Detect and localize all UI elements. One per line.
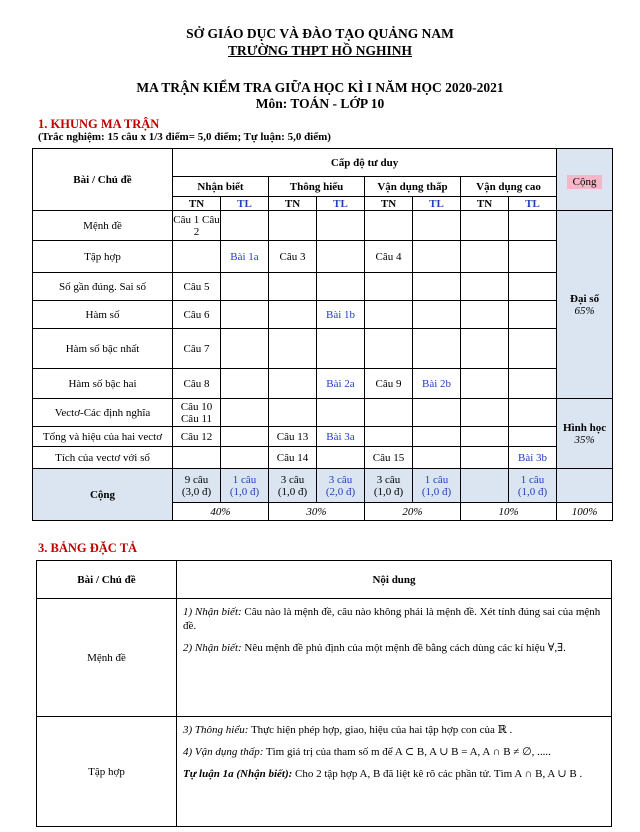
matrix-cell bbox=[509, 273, 557, 301]
matrix-cell bbox=[461, 447, 509, 469]
matrix-cell bbox=[317, 399, 365, 427]
matrix-row bbox=[33, 369, 613, 399]
sum-cell bbox=[509, 469, 557, 503]
sum-row bbox=[33, 469, 613, 503]
matrix-cell bbox=[221, 301, 269, 329]
sum-cell bbox=[317, 469, 365, 503]
spec-line-label: Tự luận 1a (Nhận biết): bbox=[183, 768, 293, 780]
matrix-cell bbox=[317, 241, 365, 273]
matrix-table bbox=[32, 148, 613, 521]
spec-line-text: Tìm giá trị của tham số m để A ⊂ B, A ∪ B = A, A ∩ B ≠ ∅, ..... bbox=[263, 746, 551, 758]
spec-line-label: 3) Thông hiểu: bbox=[183, 724, 249, 736]
matrix-cell bbox=[461, 211, 509, 241]
matrix-cell bbox=[365, 329, 413, 369]
spec-content bbox=[177, 717, 612, 827]
group-algebra bbox=[557, 211, 613, 399]
matrix-cell: Bài 1a bbox=[221, 241, 269, 273]
sum-total-cell bbox=[557, 469, 613, 503]
matrix-cell bbox=[173, 241, 221, 273]
section1-note: (Trắc nghiệm: 15 câu x 1/3 điểm= 5,0 điểm; Tự luận: 5,0 điểm) bbox=[38, 131, 331, 143]
matrix-topic-header: Bài / Chủ đề bbox=[33, 149, 173, 211]
matrix-cell: Bài 1b bbox=[317, 301, 365, 329]
matrix-topic: Số gần đúng. Sai số bbox=[33, 273, 173, 301]
matrix-topic: Hàm số bậc hai bbox=[33, 369, 173, 399]
level-header-3: Vận dụng cao bbox=[461, 177, 557, 197]
sum-points: (1,0 đ) bbox=[373, 485, 404, 498]
matrix-cell bbox=[461, 301, 509, 329]
matrix-topic: Mệnh đề bbox=[33, 211, 173, 241]
spec-line-text: Nêu mệnh đề phủ định của một mệnh đề bằng cách dùng các kí hiệu ∀,∃. bbox=[241, 642, 566, 654]
pct-cell: 30% bbox=[269, 503, 365, 521]
matrix-cell bbox=[461, 273, 509, 301]
matrix-cell bbox=[221, 369, 269, 399]
sum-count: 3 câu bbox=[280, 473, 305, 486]
matrix-cell: Câu 3 bbox=[269, 241, 317, 273]
sum-count: 1 câu bbox=[520, 473, 545, 486]
matrix-cell bbox=[317, 329, 365, 369]
tn-header: TN bbox=[269, 197, 317, 211]
matrix-cell bbox=[269, 301, 317, 329]
level-header-2: Vận dụng thấp bbox=[365, 177, 461, 197]
matrix-topic: Tập hợp bbox=[33, 241, 173, 273]
matrix-cell bbox=[509, 301, 557, 329]
matrix-cell bbox=[221, 427, 269, 447]
sum-cell bbox=[461, 469, 509, 503]
sum-count: 1 câu bbox=[424, 473, 449, 486]
matrix-cell bbox=[413, 273, 461, 301]
spec-topic-header: Bài / Chủ đề bbox=[37, 561, 177, 599]
spec-line-text: Câu nào là mệnh đề, câu nào không phải là mệnh đề. Xét tính đúng sai của mệnh đề. bbox=[183, 606, 601, 632]
matrix-cell bbox=[365, 399, 413, 427]
section3-title: 3. BẢNG ĐẶC TẢ bbox=[38, 541, 138, 555]
sum-count: 3 câu bbox=[328, 473, 353, 486]
matrix-cell bbox=[365, 301, 413, 329]
matrix-cell: Câu 15 bbox=[365, 447, 413, 469]
group-geometry-pct: 35% bbox=[574, 433, 595, 446]
matrix-cell bbox=[509, 399, 557, 427]
sum-points: (1,0 đ) bbox=[277, 485, 308, 498]
matrix-row bbox=[33, 273, 613, 301]
spec-row bbox=[37, 599, 612, 717]
doc-title: MA TRẬN KIỂM TRA GIỮA HỌC KÌ I NĂM HỌC 2020-2021 bbox=[136, 80, 504, 95]
school-name-text: TRƯỜNG THPT HỒ NGHINH bbox=[228, 43, 412, 58]
matrix-cell bbox=[269, 369, 317, 399]
matrix-cell bbox=[221, 211, 269, 241]
matrix-cell: Bài 2a bbox=[317, 369, 365, 399]
spec-line bbox=[183, 767, 605, 781]
sum-points: (1,0 đ) bbox=[421, 485, 452, 498]
pct-cell: 40% bbox=[173, 503, 269, 521]
matrix-topic: Hàm số bậc nhất bbox=[33, 329, 173, 369]
sum-count: 3 câu bbox=[376, 473, 401, 486]
spec-line-text: Cho 2 tập hợp A, B đã liệt kê rõ các phần tử. Tìm A ∩ B, A ∪ B . bbox=[292, 768, 583, 780]
matrix-cell bbox=[413, 447, 461, 469]
sum-cell bbox=[413, 469, 461, 503]
matrix-cell bbox=[317, 211, 365, 241]
matrix-cell: Câu 4 bbox=[365, 241, 413, 273]
matrix-row bbox=[33, 427, 613, 447]
matrix-cell bbox=[221, 447, 269, 469]
matrix-topic: Tổng và hiệu của hai vectơ bbox=[33, 427, 173, 447]
spec-row bbox=[37, 717, 612, 827]
matrix-cell: Bài 3b bbox=[509, 447, 557, 469]
matrix-cell bbox=[413, 301, 461, 329]
matrix-row bbox=[33, 301, 613, 329]
group-algebra-label: Đại số bbox=[570, 292, 600, 305]
tl-header: TL bbox=[509, 197, 557, 211]
tn-header: TN bbox=[173, 197, 221, 211]
matrix-cell bbox=[509, 211, 557, 241]
matrix-cell bbox=[413, 241, 461, 273]
matrix-cell bbox=[509, 241, 557, 273]
sum-cell bbox=[269, 469, 317, 503]
pct-cell: 20% bbox=[365, 503, 461, 521]
spec-topic: Tập hợp bbox=[37, 717, 177, 827]
sum-cell bbox=[365, 469, 413, 503]
spec-line bbox=[183, 723, 605, 737]
group-geometry-label: Hình học bbox=[563, 421, 607, 434]
matrix-level-header: Cấp độ tư duy bbox=[173, 149, 557, 177]
matrix-cell bbox=[461, 427, 509, 447]
matrix-cell bbox=[461, 329, 509, 369]
matrix-cell: Bài 2b bbox=[413, 369, 461, 399]
pct-total: 100% bbox=[557, 503, 613, 521]
matrix-cell: Câu 6 bbox=[173, 301, 221, 329]
sum-points: (1,0 đ) bbox=[229, 485, 260, 498]
tn-header: TN bbox=[365, 197, 413, 211]
total-header-label: Cộng bbox=[567, 175, 603, 189]
matrix-topic: Tích của vectơ với số bbox=[33, 447, 173, 469]
sum-points: (2,0 đ) bbox=[325, 485, 356, 498]
group-geometry bbox=[557, 399, 613, 469]
matrix-cell: Câu 12 bbox=[173, 427, 221, 447]
matrix-cell bbox=[317, 273, 365, 301]
matrix-cell: Câu 8 bbox=[173, 369, 221, 399]
sum-cell bbox=[221, 469, 269, 503]
sum-cell bbox=[173, 469, 221, 503]
matrix-cell bbox=[221, 273, 269, 301]
matrix-row bbox=[33, 399, 613, 427]
tl-header: TL bbox=[413, 197, 461, 211]
tl-header: TL bbox=[221, 197, 269, 211]
matrix-cell: Bài 3a bbox=[317, 427, 365, 447]
matrix-cell: Câu 14 bbox=[269, 447, 317, 469]
spec-line-text: Thực hiện phép hợp, giao, hiệu của hai tập hợp con của ℝ . bbox=[248, 724, 513, 736]
matrix-cell bbox=[221, 399, 269, 427]
spec-line-label: 4) Vận dụng thấp: bbox=[183, 746, 264, 758]
spec-topic: Mệnh đề bbox=[37, 599, 177, 717]
level-header-1: Thông hiểu bbox=[269, 177, 365, 197]
school-name bbox=[0, 43, 640, 59]
matrix-cell bbox=[269, 329, 317, 369]
matrix-cell bbox=[461, 241, 509, 273]
matrix-cell bbox=[365, 427, 413, 447]
sum-points: (1,0 đ) bbox=[517, 485, 548, 498]
matrix-cell bbox=[269, 211, 317, 241]
sum-count: 1 câu bbox=[232, 473, 257, 486]
matrix-row bbox=[33, 211, 613, 241]
tn-header: TN bbox=[461, 197, 509, 211]
matrix-cell bbox=[365, 211, 413, 241]
matrix-row bbox=[33, 241, 613, 273]
matrix-cell: Câu 9 bbox=[365, 369, 413, 399]
spec-line bbox=[183, 605, 605, 633]
matrix-cell bbox=[509, 329, 557, 369]
sum-points: (3,0 đ) bbox=[181, 485, 212, 498]
matrix-cell: Câu 10 Câu 11 bbox=[173, 399, 221, 427]
group-algebra-pct: 65% bbox=[574, 304, 595, 317]
matrix-cell: Câu 5 bbox=[173, 273, 221, 301]
doc-subject: Môn: TOÁN - LỚP 10 bbox=[255, 96, 385, 111]
spec-line-label: 1) Nhận biết: bbox=[183, 606, 242, 618]
matrix-total-header bbox=[557, 149, 613, 211]
matrix-cell bbox=[269, 399, 317, 427]
section1-title: 1. KHUNG MA TRẬN bbox=[38, 117, 160, 131]
pct-cell: 10% bbox=[461, 503, 557, 521]
level-header-0: Nhận biết bbox=[173, 177, 269, 197]
matrix-cell bbox=[509, 369, 557, 399]
matrix-cell bbox=[173, 447, 221, 469]
spec-line-label: 2) Nhận biết: bbox=[183, 642, 242, 654]
matrix-cell bbox=[509, 427, 557, 447]
spec-table bbox=[36, 560, 612, 827]
matrix-cell bbox=[413, 399, 461, 427]
spec-content-header: Nội dung bbox=[177, 561, 612, 599]
matrix-cell: Câu 13 bbox=[269, 427, 317, 447]
spec-line bbox=[183, 641, 605, 655]
matrix-row bbox=[33, 447, 613, 469]
tl-header: TL bbox=[317, 197, 365, 211]
matrix-topic: Hàm số bbox=[33, 301, 173, 329]
matrix-cell: Câu 7 bbox=[173, 329, 221, 369]
matrix-cell bbox=[413, 427, 461, 447]
sum-count: 9 câu bbox=[184, 473, 209, 486]
matrix-cell bbox=[269, 273, 317, 301]
matrix-cell bbox=[221, 329, 269, 369]
matrix-row bbox=[33, 329, 613, 369]
spec-content bbox=[177, 599, 612, 717]
matrix-cell bbox=[461, 399, 509, 427]
matrix-cell bbox=[413, 329, 461, 369]
matrix-topic: Vectơ-Các định nghĩa bbox=[33, 399, 173, 427]
spec-line bbox=[183, 745, 605, 759]
matrix-cell: Câu 1 Câu 2 bbox=[173, 211, 221, 241]
department-name: SỞ GIÁO DỤC VÀ ĐÀO TẠO QUẢNG NAM bbox=[186, 26, 454, 41]
matrix-cell bbox=[413, 211, 461, 241]
matrix-cell bbox=[365, 273, 413, 301]
matrix-cell bbox=[461, 369, 509, 399]
matrix-cell bbox=[317, 447, 365, 469]
sum-label: Cộng bbox=[33, 469, 173, 521]
